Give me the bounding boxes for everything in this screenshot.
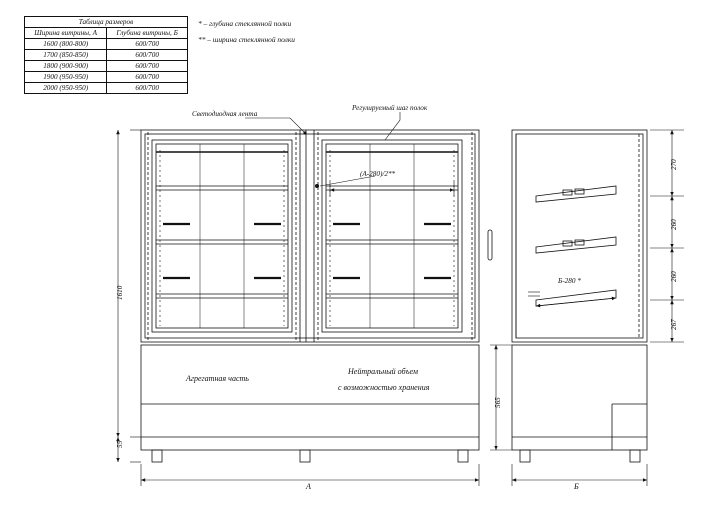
size-table-caption: Таблица размеров xyxy=(25,17,188,28)
side-dimensions xyxy=(490,130,684,486)
side-view-cabinet xyxy=(488,130,647,342)
zone-neutral-label-2: с возможностью хранения xyxy=(338,383,430,392)
dim-side-seg-2: 260 xyxy=(670,219,678,230)
dim-side-seg-3: 260 xyxy=(670,271,678,282)
dim-front-width: А xyxy=(306,482,311,491)
front-view-base-body xyxy=(141,345,479,462)
table-row xyxy=(25,39,188,50)
size-table-header-width: Ширина витрины, А xyxy=(25,28,107,39)
cell-depth: 600/700 xyxy=(107,50,188,61)
callout-led-strip: Светодиодная лента xyxy=(192,110,258,118)
callout-shelf-depth: Б-280 * xyxy=(558,277,581,285)
table-row xyxy=(25,50,188,61)
note-shelf-depth: * – глубина стеклянной полки xyxy=(198,19,292,28)
cell-width: 1700 (850-850) xyxy=(25,50,107,61)
zone-unit-label: Агрегатная часть xyxy=(186,374,249,383)
side-view-base-body xyxy=(512,345,647,462)
dim-front-base: 55 xyxy=(116,440,124,448)
size-table xyxy=(24,16,188,94)
cell-depth: 600/700 xyxy=(107,72,188,83)
callout-shelf-width: (А-280)/2** xyxy=(360,170,396,178)
cell-width: 1600 (800-800) xyxy=(25,39,107,50)
cell-depth: 600/700 xyxy=(107,83,188,94)
cell-width: 1900 (950-950) xyxy=(25,72,107,83)
shelf-width-dimension xyxy=(330,182,454,196)
table-row xyxy=(25,61,188,72)
table-row xyxy=(25,72,188,83)
cell-width: 2000 (950-950) xyxy=(25,83,107,94)
dim-side-depth: Б xyxy=(574,482,579,491)
dim-side-seg-4: 267 xyxy=(670,319,678,330)
dim-side-total: 565 xyxy=(494,397,502,408)
cell-depth: 600/700 xyxy=(107,61,188,72)
zone-neutral-label-1: Нейтральный объем xyxy=(348,367,418,376)
cell-width: 1800 (900-900) xyxy=(25,61,107,72)
dim-front-height: 1610 xyxy=(116,285,124,300)
size-table-header-depth: Глубина витрины, Б xyxy=(107,28,188,39)
callout-shelf-step: Регулируемый шаг полок xyxy=(352,104,428,112)
cell-depth: 600/700 xyxy=(107,39,188,50)
dim-side-seg-1: 270 xyxy=(670,159,678,170)
table-row xyxy=(25,83,188,94)
front-dimensions xyxy=(118,130,479,486)
front-view-glass-cabinet xyxy=(141,130,479,342)
note-shelf-width: ** – ширина стеклянной полки xyxy=(198,35,295,44)
